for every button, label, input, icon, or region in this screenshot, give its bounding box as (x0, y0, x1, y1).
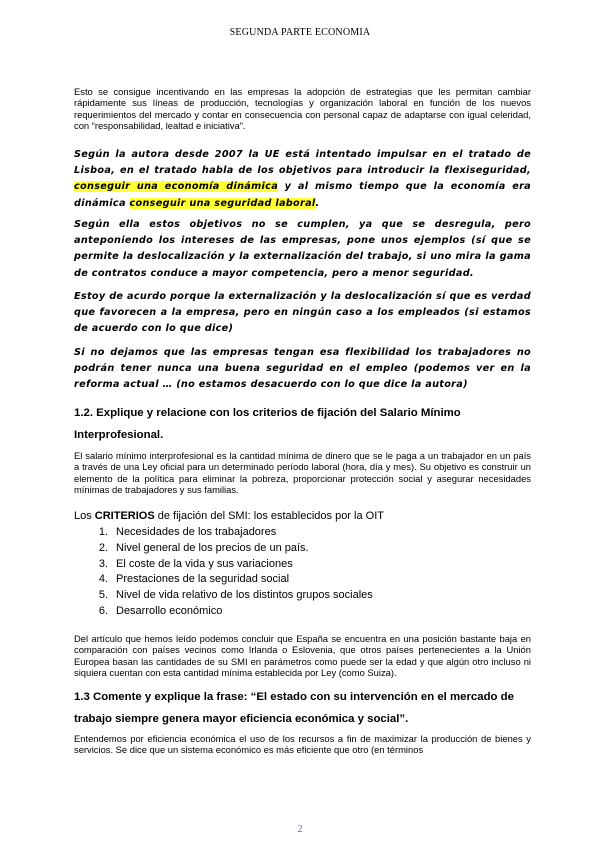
final-paragraph: Entendemos por eficiencia económica el uso de los recursos a fin de maximizar la producción de bienes y servicios. Se dice que un sistema económico es más eficiente que otro (en términos (74, 733, 531, 756)
italic-paragraph-4: Si no dejamos que las empresas tengan esa flexibilidad los trabajadores no podrán tener nunca una buena seguridad en el empleo (podemos ver en la reforma actual … (no estamos desacuerdo con lo que dice la autora) (74, 347, 531, 391)
list-item (92, 572, 492, 588)
criteria-list (92, 525, 492, 620)
italic-1-text-b: y al mismo tiempo que la economía era dinámica (74, 181, 532, 209)
highlight-seguridad-laboral: conseguir una seguridad laboral (129, 197, 316, 209)
italic-paragraph-1 (74, 147, 531, 212)
intro-paragraph: Esto se consigue incentivando en las empresas la adopción de estrategias que les permitan cambiar rápidamente sus líneas de producción, tecnologías y organización laboral en función de los nuevos requerimientos del mercado y contar en consecuencia con personal capaz de adaptarse con igual celeridad, con “responsabilidad, lealtad e iniciativa”. (74, 86, 531, 131)
list-item-number: 2. (98, 541, 108, 554)
page-header: SEGUNDA PARTE ECONOMIA (229, 27, 371, 38)
conclusion-paragraph: Del artículo que hemos leído podemos concluir que España se encuentra en una posición bastante baja en comparación con países vecinos como Irlanda o Eslovenia, que otros países pertenecientes a la Unión Europea basan las cantidades de su SMI en parámetros como puede ser la edad y que algún otro incluso ni siquiera cuentan con esta cantidad mínima establecida por Ley (como Suiza). (74, 633, 531, 678)
criterios-intro (74, 509, 531, 523)
list-item-number: 3. (98, 557, 108, 570)
criterios-pre: Los (74, 510, 95, 522)
list-item-text: Prestaciones de la seguridad social (116, 573, 290, 586)
list-item-text: El coste de la vida y sus variaciones (116, 557, 293, 570)
criterios-post: de fijación del SMI: los establecidos por la OIT (154, 510, 384, 522)
smi-paragraph: El salario mínimo interprofesional es la cantidad mínima de dinero que se le paga a un trabajador en un país a través de una Ley oficial para un determinado período laboral (hora, día y mes). Su objetivo es construir un elemento de la política para eliminar la pobreza, proporcionar protección social y asegurar necesidades mínimas de trabajadores y sus familias. (74, 450, 531, 495)
list-item-number: 5. (98, 589, 108, 602)
highlight-economia-dinamica: conseguir una economía dinámica (74, 181, 279, 193)
italic-paragraph-2: Según ella estos objetivos no se cumplen, ya que se desregula, pero anteponiendo los intereses de las empresas, pone unos ejemplos (sí que se permite la deslocalización y la externalización del trabajo, si uno mira la gama de contratos conduce a mayor competencia, pero a menor seguridad. (74, 219, 531, 279)
list-item-text: Desarrollo económico (116, 604, 223, 617)
list-item-text: Nivel de vida relativo de los distintos grupos sociales (116, 589, 373, 602)
list-item (92, 525, 492, 541)
page-number: 2 (297, 824, 303, 835)
list-item (92, 588, 492, 604)
list-item (92, 604, 492, 620)
list-item-number: 4. (98, 573, 108, 586)
italic-1-text-c: . (315, 197, 320, 209)
list-item (92, 541, 492, 557)
section-heading-1-2: 1.2. Explique y relacione con los criterios de fijación del Salario Mínimo Interprofesional. (74, 407, 461, 441)
list-item (92, 557, 492, 573)
list-item-number: 1. (98, 526, 108, 538)
italic-paragraph-3: Estoy de acurdo porque la externalización y la deslocalización sí que es verdad que favorecen a la empresa, pero en ningún caso a los empleados (si estamos de acuerdo con lo que dice) (74, 291, 531, 335)
list-item-text: Nivel general de los precios de un país. (116, 541, 309, 554)
italic-1-text-a: Según la autora desde 2007 la UE está intentado impulsar en el tratado de Lisboa, en el tratado habla de los objetivos para introducir la flexiseguridad, (74, 149, 531, 177)
section-heading-1-3: 1.3 Comente y explique la frase: “El estado con su intervención en el mercado de trabajo siempre genera mayor eficiencia económica y social”. (74, 691, 514, 725)
list-item-text: Necesidades de los trabajadores (116, 526, 277, 538)
criterios-bold: CRITERIOS (94, 510, 155, 522)
list-item-number: 6. (98, 604, 108, 617)
